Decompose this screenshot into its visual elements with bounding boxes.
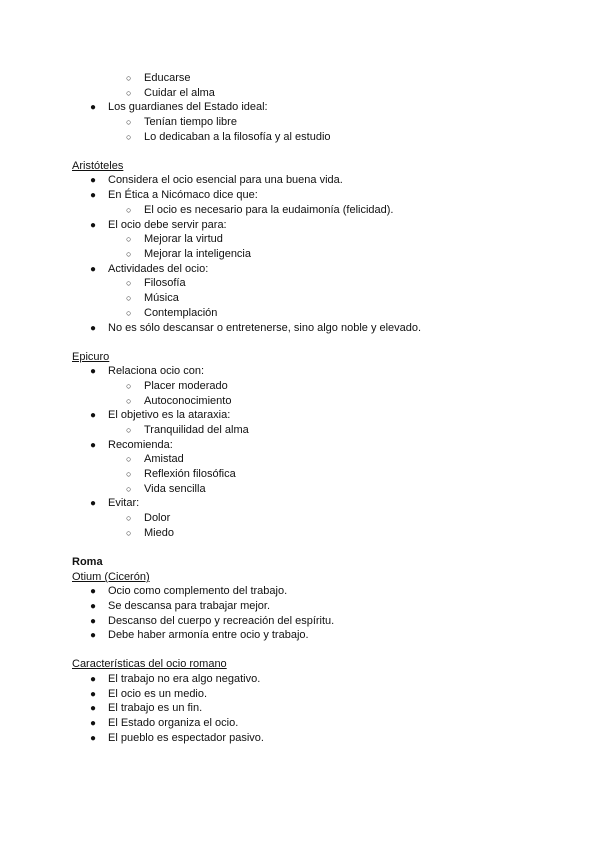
hollow-bullet-icon: ○ (126, 469, 132, 479)
list-item: ● Los guardianes del Estado ideal: (90, 101, 268, 113)
hollow-bullet-icon: ○ (126, 308, 132, 318)
list-item: ○ Lo dedicaban a la filosofía y al estudio (126, 131, 331, 143)
list-item: ○ Contemplación (126, 307, 218, 319)
hollow-bullet-icon: ○ (126, 396, 132, 406)
hollow-bullet-icon: ○ (126, 293, 132, 303)
list-item: ● El ocio es un medio. (90, 688, 208, 700)
hollow-bullet-icon: ○ (126, 132, 132, 142)
hollow-bullet-icon: ○ (126, 117, 132, 127)
list-item: ○ Cuidar el alma (126, 87, 215, 99)
list-item: ● Ocio como complemento del trabajo. (90, 585, 288, 597)
filled-bullet-icon: ● (90, 674, 97, 685)
filled-bullet-icon: ● (90, 630, 97, 641)
hollow-bullet-icon: ○ (126, 205, 132, 215)
filled-bullet-icon: ● (90, 718, 97, 729)
list-item: ○ Educarse (126, 72, 191, 84)
filled-bullet-icon: ● (90, 190, 97, 201)
filled-bullet-icon: ● (90, 601, 97, 612)
list-item: ● Recomienda: (90, 439, 173, 451)
list-item: ○ Dolor (126, 512, 171, 524)
list-item: ○ Mejorar la inteligencia (126, 248, 251, 260)
list-item: ● El Estado organiza el ocio. (90, 717, 239, 729)
subsection-heading-otium: Otium (Cicerón) (72, 571, 150, 583)
list-item: ● Se descansa para trabajar mejor. (90, 600, 271, 612)
filled-bullet-icon: ● (90, 616, 97, 627)
hollow-bullet-icon: ○ (126, 528, 132, 538)
filled-bullet-icon: ● (90, 102, 97, 113)
list-item: ○ Filosofía (126, 277, 186, 289)
hollow-bullet-icon: ○ (126, 425, 132, 435)
filled-bullet-icon: ● (90, 323, 97, 334)
section-heading-aristoteles: Aristóteles (72, 160, 124, 172)
section-heading-roma: Roma (72, 556, 103, 568)
list-item: ● Relaciona ocio con: (90, 365, 205, 377)
list-item: ● Evitar: (90, 497, 140, 509)
hollow-bullet-icon: ○ (126, 278, 132, 288)
hollow-bullet-icon: ○ (126, 381, 132, 391)
subsection-heading-caracteristicas: Características del ocio romano (72, 658, 227, 670)
list-item: ○ El ocio es necesario para la eudaimonía (felicidad). (126, 204, 394, 216)
list-item: ○ Miedo (126, 527, 174, 539)
hollow-bullet-icon: ○ (126, 513, 132, 523)
filled-bullet-icon: ● (90, 410, 97, 421)
filled-bullet-icon: ● (90, 366, 97, 377)
section-heading-epicuro: Epicuro (72, 351, 110, 363)
list-item: ● El pueblo es espectador pasivo. (90, 732, 264, 744)
filled-bullet-icon: ● (90, 689, 97, 700)
list-item: ● Considera el ocio esencial para una buena vida. (90, 174, 343, 186)
list-item: ○ Música (126, 292, 179, 304)
list-item: ● No es sólo descansar o entretenerse, sino algo noble y elevado. (90, 322, 422, 334)
list-item: ○ Autoconocimiento (126, 395, 232, 407)
filled-bullet-icon: ● (90, 733, 97, 744)
list-item: ● El objetivo es la ataraxia: (90, 409, 231, 421)
list-item: ● El ocio debe servir para: (90, 219, 227, 231)
list-item: ● Debe haber armonía entre ocio y trabajo. (90, 629, 309, 641)
filled-bullet-icon: ● (90, 586, 97, 597)
filled-bullet-icon: ● (90, 703, 97, 714)
list-item: ● Descanso del cuerpo y recreación del espíritu. (90, 615, 335, 627)
list-item: ● El trabajo es un fin. (90, 702, 203, 714)
list-item: ○ Placer moderado (126, 380, 228, 392)
list-item: ● Actividades del ocio: (90, 263, 209, 275)
hollow-bullet-icon: ○ (126, 484, 132, 494)
filled-bullet-icon: ● (90, 220, 97, 231)
list-item: ○ Mejorar la virtud (126, 233, 223, 245)
list-item: ○ Vida sencilla (126, 483, 206, 495)
hollow-bullet-icon: ○ (126, 234, 132, 244)
list-item: ● El trabajo no era algo negativo. (90, 673, 261, 685)
hollow-bullet-icon: ○ (126, 73, 132, 83)
list-item: ○ Amistad (126, 453, 184, 465)
list-item: ○ Tranquilidad del alma (126, 424, 249, 436)
list-item: ○ Tenían tiempo libre (126, 116, 237, 128)
filled-bullet-icon: ● (90, 440, 97, 451)
list-item: ○ Reflexión filosófica (126, 468, 236, 480)
list-item: ● En Ética a Nicómaco dice que: (90, 189, 258, 201)
hollow-bullet-icon: ○ (126, 454, 132, 464)
filled-bullet-icon: ● (90, 264, 97, 275)
hollow-bullet-icon: ○ (126, 249, 132, 259)
filled-bullet-icon: ● (90, 175, 97, 186)
filled-bullet-icon: ● (90, 498, 97, 509)
hollow-bullet-icon: ○ (126, 88, 132, 98)
